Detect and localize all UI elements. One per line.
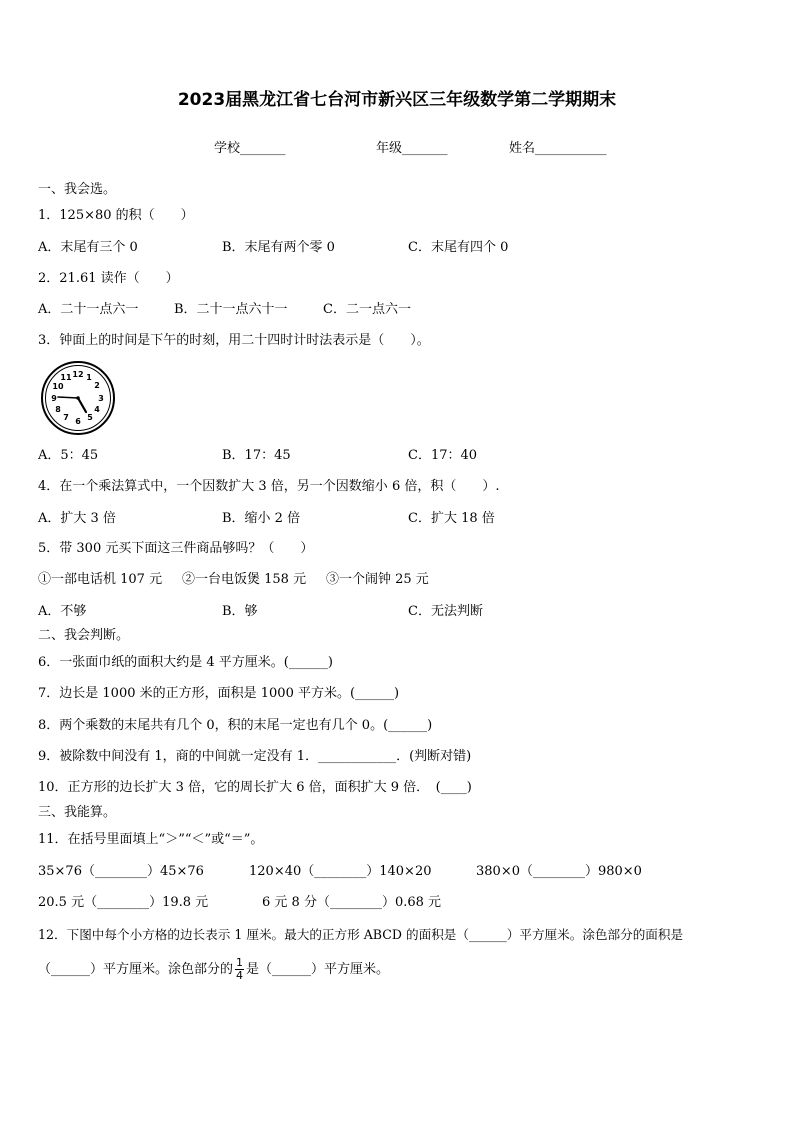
question-2-stem: 2．21.61 读作（ ）	[38, 271, 179, 286]
question-2-option-c: C．二一点六一	[323, 302, 411, 317]
page-title: 2023届黑龙江省七台河市新兴区三年级数学第二学期期末	[177, 90, 617, 110]
question-5-option-b: B．够	[222, 604, 258, 619]
clock-icon	[38, 360, 118, 436]
clock-number-1: 1	[86, 373, 92, 382]
question-12-line-2-start: （______）平方厘米。涂色部分的	[38, 962, 234, 977]
question-9: 9．被除数中间没有 1，商的中间就一定没有 1．____________．(判断对错)	[38, 749, 472, 764]
clock-number-6: 6	[75, 417, 81, 426]
grade-field: 年级_______	[376, 141, 448, 156]
clock-number-12: 12	[72, 370, 84, 379]
clock-hour-hand	[78, 398, 86, 412]
clock-number-4: 4	[94, 405, 100, 414]
question-2-option-a: A．二十一点六一	[38, 302, 139, 317]
question-5-item-3: ③一个闹钟 25 元	[326, 572, 429, 587]
question-11-item-4: 20.5 元（________）19.8 元	[38, 895, 209, 910]
question-5-item-2: ②一台电饭煲 158 元	[182, 572, 307, 587]
question-10: 10．正方形的边长扩大 3 倍，它的周长扩大 6 倍，面积扩大 9 倍． (____)	[38, 780, 472, 795]
clock-number-2: 2	[94, 381, 100, 390]
question-3-option-a: A．5：45	[38, 448, 99, 463]
question-4-option-c: C．扩大 18 倍	[408, 511, 495, 526]
question-11-item-3: 380×0（________）980×0	[476, 864, 642, 879]
question-6: 6．一张面巾纸的面积大约是 4 平方厘米。(______)	[38, 655, 333, 670]
question-1-option-a: A．末尾有三个 0	[38, 240, 138, 255]
question-11-item-5: 6 元 8 分（________）0.68 元	[262, 895, 442, 910]
section-1-heading: 一、我会选。	[38, 182, 117, 197]
question-5-option-c: C．无法判断	[408, 604, 483, 619]
question-12-line-2	[38, 952, 389, 988]
clock-number-8: 8	[55, 405, 61, 414]
clock-center	[76, 396, 80, 400]
clock-number-9: 9	[51, 394, 57, 403]
question-1-stem: 1．125×80 的积（ ）	[38, 208, 194, 223]
clock-number-5: 5	[87, 413, 93, 422]
question-3-option-b: B．17：45	[222, 448, 291, 463]
fraction-numerator: 1	[236, 956, 244, 969]
clock-number-11: 11	[60, 373, 72, 382]
section-2-heading: 二、我会判断。	[38, 628, 130, 643]
question-11-item-2: 120×40（________）140×20	[249, 864, 432, 879]
school-field: 学校_______	[214, 141, 286, 156]
name-field: 姓名___________	[509, 141, 607, 156]
question-8: 8．两个乘数的末尾共有几个 0，积的末尾一定也有几个 0。(______)	[38, 718, 433, 733]
clock-number-10: 10	[52, 382, 64, 391]
one-quarter-fraction	[235, 957, 244, 982]
question-4-option-a: A．扩大 3 倍	[38, 511, 116, 526]
question-5-item-1: ①一部电话机 107 元	[38, 572, 163, 587]
question-1-option-b: B．末尾有两个零 0	[222, 240, 335, 255]
question-3-stem: 3．钟面上的时间是下午的时刻，用二十四时计时法表示是（ ）。	[38, 333, 430, 348]
question-12-line-2-end: 是（______）平方厘米。	[246, 962, 390, 977]
question-5-option-a: A．不够	[38, 604, 87, 619]
fraction-denominator: 4	[236, 969, 244, 982]
question-11-item-1: 35×76（________）45×76	[38, 864, 204, 879]
section-3-heading: 三、我能算。	[38, 805, 117, 820]
clock-number-3: 3	[98, 394, 104, 403]
question-12-line-1: 12．下图中每个小方格的边长表示 1 厘米。最大的正方形 ABCD 的面积是（______）平方厘米。涂色部分的面积是	[38, 927, 684, 942]
question-3-option-c: C．17：40	[408, 448, 478, 463]
question-2-option-b: B．二十一点六十一	[174, 302, 288, 317]
question-7: 7．边长是 1000 米的正方形，面积是 1000 平方米。(______)	[38, 686, 400, 701]
clock-minute-hand	[58, 397, 78, 398]
question-1-option-c: C．末尾有四个 0	[408, 240, 509, 255]
question-4-option-b: B．缩小 2 倍	[222, 511, 301, 526]
clock-number-7: 7	[63, 413, 69, 422]
question-11-stem: 11．在括号里面填上“＞”“＜”或“＝”。	[38, 832, 264, 847]
question-4-stem: 4．在一个乘法算式中，一个因数扩大 3 倍，另一个因数缩小 6 倍，积（ ）.	[38, 479, 500, 494]
question-5-stem: 5．带 300 元买下面这三件商品够吗？（ ）	[38, 541, 314, 556]
